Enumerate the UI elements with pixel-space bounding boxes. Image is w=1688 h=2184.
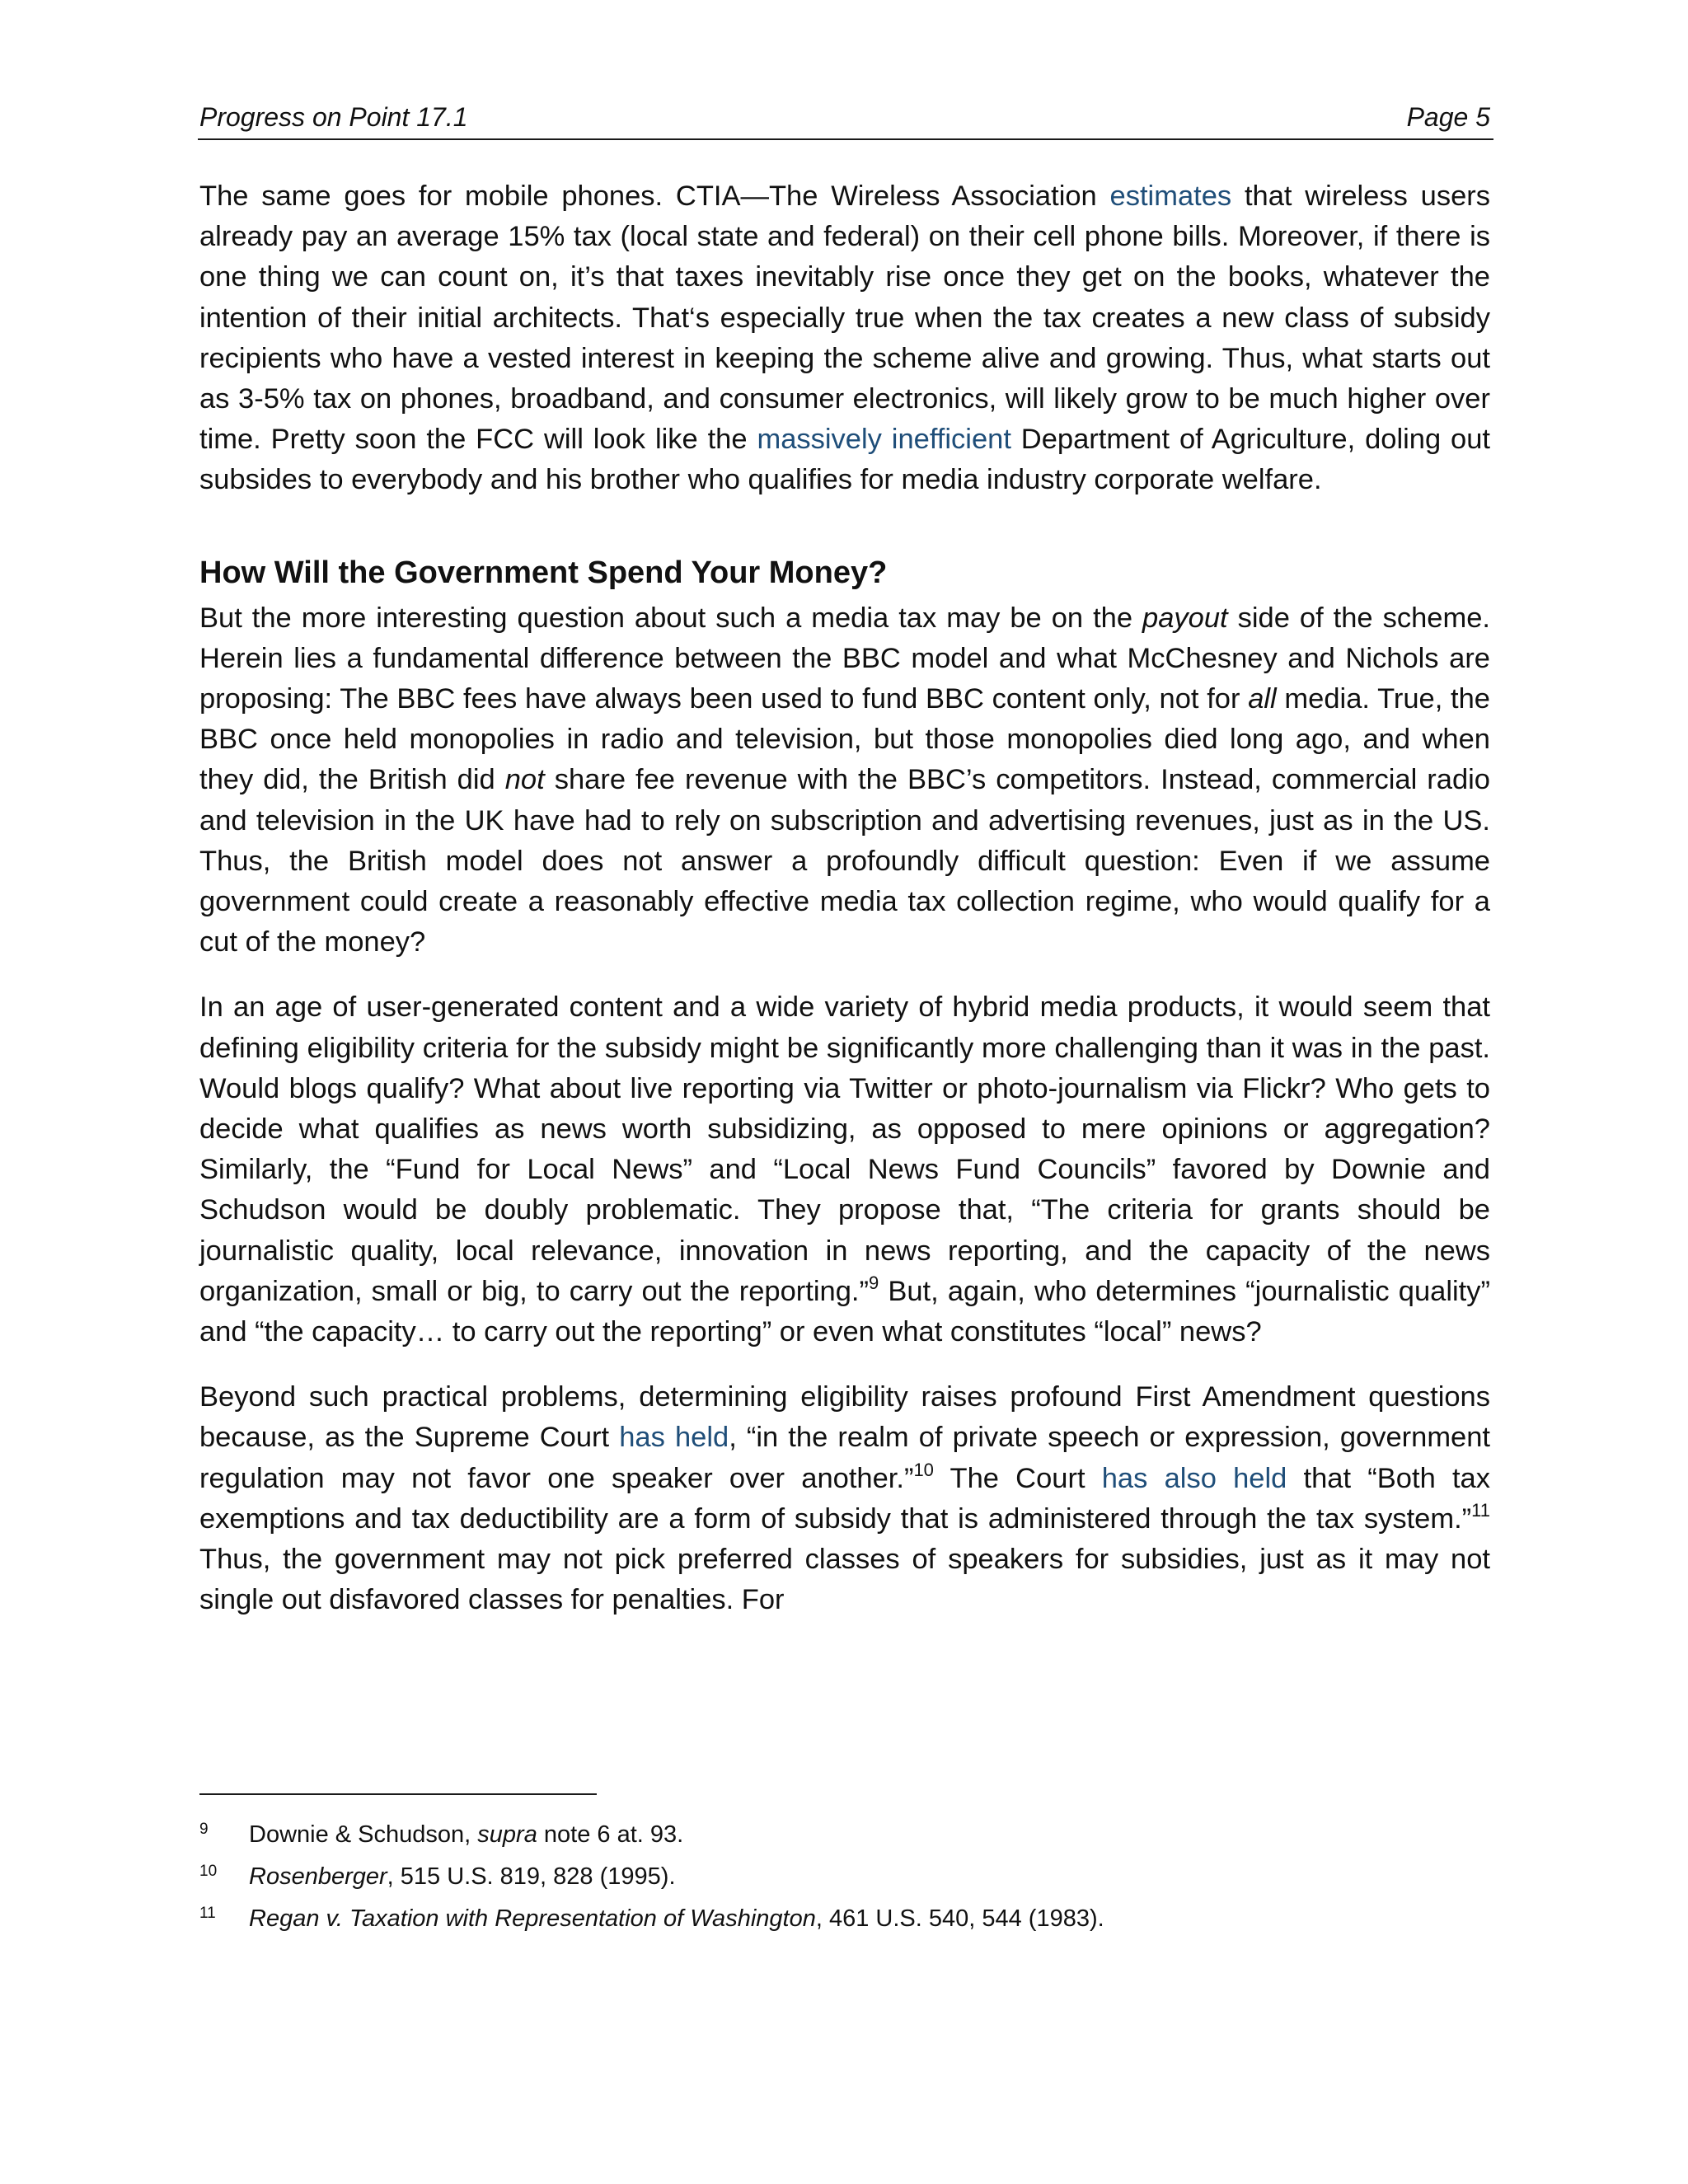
- footnote-text-em: supra: [477, 1821, 537, 1848]
- running-header: [198, 97, 1493, 140]
- p1-text-c: Department of Agriculture, doling out subsides to everybody and his brother who qualifies for media industry corporate welfare.: [199, 424, 1490, 496]
- footnote-text-a: Downie & Schudson,: [249, 1821, 478, 1848]
- footnote-text-em: Regan v. Taxation with Representation of Washington: [249, 1905, 816, 1932]
- footnote-10: [199, 1860, 1485, 1902]
- footnote-ref-11[interactable]: 11: [1471, 1499, 1490, 1521]
- p2-text-c: media. True, the BBC once held monopolies in radio and television, but those monopolies died long ago, and when they did, the British did: [199, 683, 1490, 796]
- body-content: [199, 176, 1490, 1621]
- footnote-text-b: , 461 U.S. 540, 544 (1983).: [815, 1905, 1104, 1932]
- p2-em-not: not: [504, 764, 545, 796]
- section-heading: How Will the Government Spend Your Money?: [199, 555, 888, 590]
- p4-text-c: The Court: [933, 1462, 1102, 1494]
- footnote-ref-9[interactable]: 9: [868, 1272, 879, 1293]
- footnote-text-b: note 6 at. 93.: [537, 1821, 684, 1848]
- footnote-separator: [199, 1793, 597, 1795]
- p2-text-d: share fee revenue with the BBC’s competitors. Instead, commercial radio and television in the UK have had to rely on subscription and advertising revenues, just as in the US. Thus, the British model does not answer a profoundly difficult question: Even if we assume government could create a reasonably effective media tax collection regime, who would qualify for a cut of the money?: [199, 764, 1490, 958]
- has-held-link[interactable]: has held: [619, 1422, 729, 1454]
- header-page-number: Page 5: [1406, 102, 1490, 132]
- p3-text-b: But, again, who determines “journalistic quality” and “the capacity… to carry out the reporting” or even what constitutes “local” news?: [199, 1275, 1490, 1348]
- footnote-11: [199, 1902, 1485, 1944]
- footnote-number: 9: [199, 1821, 209, 1838]
- footnote-text: [249, 1860, 676, 1893]
- footnote-number: 10: [199, 1863, 218, 1880]
- has-also-held-link[interactable]: has also held: [1101, 1462, 1287, 1494]
- footnote-text: [249, 1902, 1104, 1935]
- p2-em-all: all: [1248, 683, 1277, 715]
- massively-inefficient-link[interactable]: massively inefficient: [757, 424, 1011, 456]
- p4-text-b: , “in the realm of private speech or expression, government regulation may not favor one speaker over another.”: [199, 1422, 1491, 1494]
- p4-text-d: that “Both tax exemptions and tax deductibility are a form of subsidy that is administered through the tax system.”: [199, 1462, 1490, 1535]
- p4-text-a: Beyond such practical problems, determining eligibility raises profound First Amendment questions because, as the Supreme Court: [199, 1381, 1490, 1454]
- estimates-link[interactable]: estimates: [1109, 180, 1232, 212]
- paragraph-mobile-phones: [199, 176, 1490, 501]
- p1-text-b: that wireless users already pay an average 15% tax (local state and federal) on their cell phone bills. Moreover, if there is one thing we can count on, it’s that taxes inevitably rise once they get on the books, whatever the intention of their initial architects. That‘s especially true when the tax creates a new class of subsidy recipients who have a vested interest in keeping the scheme alive and growing. Thus, what starts out as 3-5% tax on phones, broadband, and consumer electronics, will likely grow to be much higher over time. Pretty soon the FCC will look like the: [199, 180, 1490, 456]
- footnote-ref-10[interactable]: 10: [913, 1459, 934, 1480]
- p3-text-a: In an age of user-generated content and a wide variety of hybrid media products, it would seem that defining eligibility criteria for the subsidy might be significantly more challenging than it was in the past. Would blogs qualify? What about live reporting via Twitter or photo-journalism via Flickr? Who gets to decide what qualifies as news worth subsidizing, as opposed to mere opinions or aggregation? Similarly, the “Fund for Local News” and “Local News Fund Councils” favored by Downie and Schudson would be doubly problematic. They propose that, “The criteria for grants should be journalistic quality, local relevance, innovation in news reporting, and the capacity of the news organization, small or big, to carry out the reporting.”: [199, 991, 1490, 1307]
- paragraph-user-generated-content: [199, 987, 1490, 1352]
- footnotes: [199, 1818, 1485, 1944]
- p2-em-payout: payout: [1142, 602, 1228, 634]
- footnote-9: [199, 1818, 1485, 1860]
- footnote-text: [249, 1818, 683, 1851]
- footnote-text-b: , 515 U.S. 819, 828 (1995).: [387, 1863, 676, 1890]
- p1-text-a: The same goes for mobile phones. CTIA—The Wireless Association: [199, 180, 1110, 212]
- paragraph-first-amendment: [199, 1377, 1490, 1620]
- paragraph-payout: [199, 598, 1490, 963]
- footnote-text-em: Rosenberger: [249, 1863, 387, 1890]
- p2-text-b: side of the scheme. Herein lies a fundamental difference between the BBC model and what McChesney and Nichols are proposing: The BBC fees have always been used to fund BBC content only, not for: [199, 602, 1490, 715]
- header-series-title: Progress on Point 17.1: [199, 102, 468, 132]
- p4-text-e: Thus, the government may not pick preferred classes of speakers for subsidies, just as it may not single out disfavored classes for penalties. For: [199, 1544, 1490, 1616]
- footnote-number: 11: [199, 1905, 216, 1922]
- p2-text-a: But the more interesting question about such a media tax may be on the: [199, 602, 1143, 634]
